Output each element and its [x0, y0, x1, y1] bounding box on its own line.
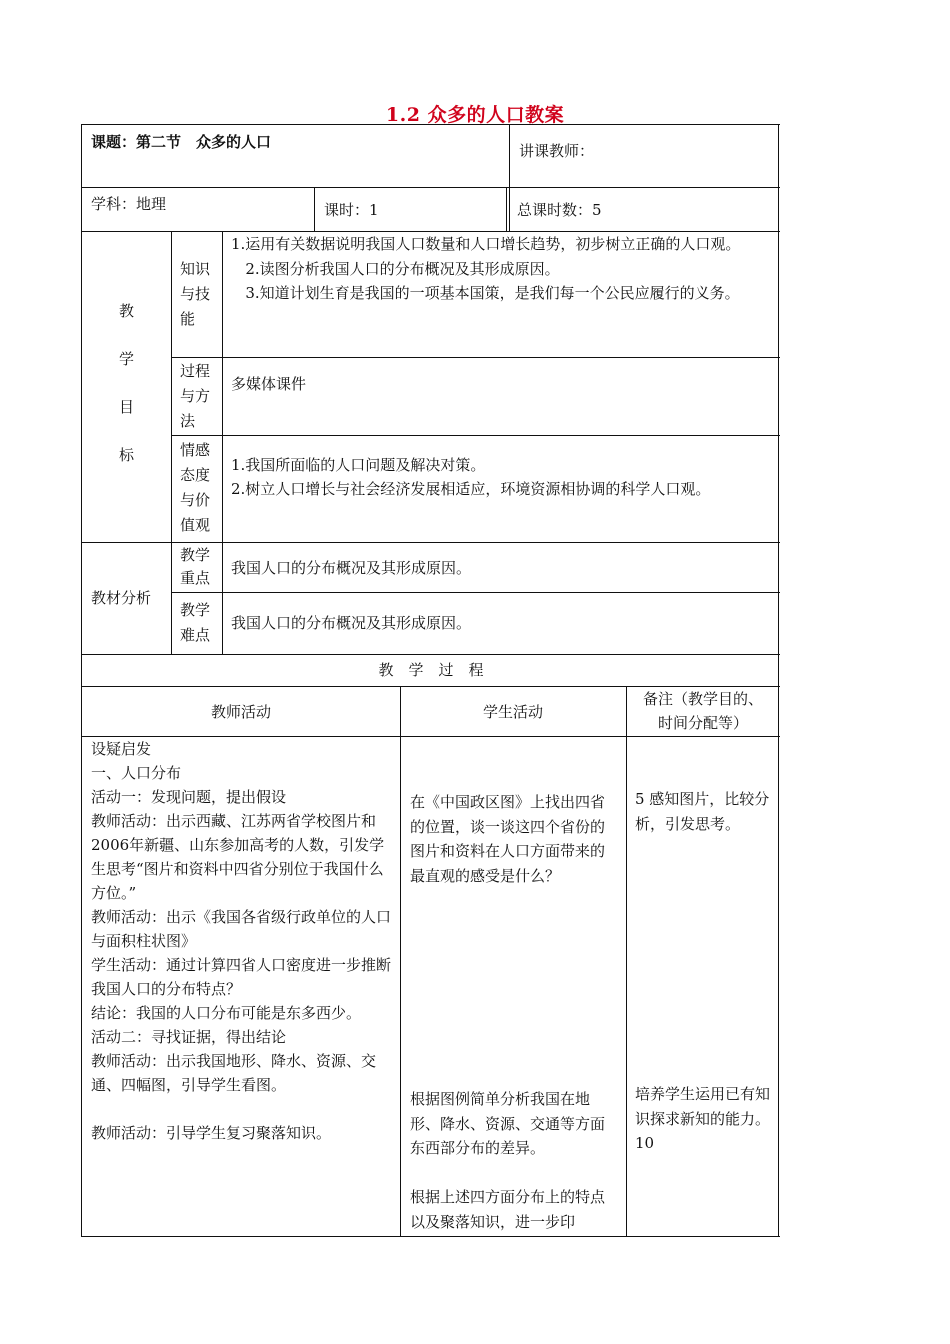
- student-activity-2: 根据图例简单分析我国在地形、降水、资源、交通等方面东西部分布的差异。 根据上述四方面分布上的特点以及聚落知识，进一步印: [410, 1090, 606, 1231]
- rule: [171, 592, 780, 593]
- process-method-text: 多媒体课件: [231, 375, 307, 393]
- topic-label: 课题：第二节 众多的人口: [91, 133, 272, 151]
- emotion-label: 情感 态度 与价 值观: [180, 441, 211, 534]
- rule: [314, 187, 315, 231]
- rule: [82, 124, 780, 125]
- column-header-student: 学生活动: [482, 703, 543, 721]
- knowledge-text: 1.运用有关数据说明我国人口数量和人口增长趋势，初步树立正确的人口观。 2.读图分析我国人口的分布概况及其形成原因。 3.知道计划生育是我国的一项基本国策，是我们每一个公民应履行的义务。: [231, 235, 741, 302]
- document-title: 1.2 众多的人口教案: [385, 104, 565, 126]
- key-point-label: 教学 重点: [180, 546, 211, 587]
- period-label: 课时：1: [324, 201, 379, 219]
- rule: [509, 124, 510, 231]
- rule: [626, 686, 627, 1236]
- objectives-label: 教 学 目 标: [118, 302, 134, 464]
- rule: [171, 357, 780, 358]
- rule: [506, 187, 507, 231]
- teacher-activities: 设疑启发 一、人口分布 活动一：发现问题，提出假设 教师活动：出示西藏、江苏两省学校图片和2006年新疆、山东参加高考的人数，引发学生思考“图片和资料中四省分别位于我国什么方位。” 教师活动：出示《我国各省级行政单位的人口与面积柱状图》 学生活动：通过计算四省人口密度进一步推断我国人口的分布特点？ 结论：我国的人口分布可能是东多西少。 活动二：寻找证据，得出结论 教师活动：出示我国地形、降水、资源、交通、四幅图，引导学生看图。 教师活动：引导学生复习聚落知识。: [91, 740, 392, 1142]
- emotion-text: 1.我国所面临的人口问题及解决对策。 2.树立人口增长与社会经济发展相适应，环境资源相协调的科学人口观。: [231, 456, 711, 498]
- difficult-point-label: 教学 难点: [180, 601, 211, 644]
- rule: [222, 231, 223, 654]
- difficult-point-text: 我国人口的分布概况及其形成原因。: [231, 614, 472, 632]
- column-header-notes: 备注（教学目的、 时间分配等）: [642, 690, 763, 732]
- subject-label: 学科：地理: [91, 195, 167, 213]
- total-periods-label: 总课时数：5: [517, 201, 602, 219]
- rule: [82, 187, 780, 188]
- rule: [82, 654, 780, 655]
- rule: [171, 231, 172, 654]
- student-activity-1: 在《中国政区图》上找出四省的位置，谈一谈这四个省份的图片和资料在人口方面带来的最直观的感受是什么？: [410, 793, 606, 885]
- notes-2: 培养学生运用已有知识探求新知的能力。 10: [635, 1085, 771, 1152]
- lesson-plan-table: [81, 124, 779, 1237]
- column-header-teacher: 教师活动: [210, 703, 271, 721]
- rule: [82, 542, 780, 543]
- key-point-text: 我国人口的分布概况及其形成原因。: [231, 559, 472, 577]
- knowledge-label: 知识 与技 能: [180, 260, 211, 328]
- rule: [82, 1236, 780, 1237]
- rule: [400, 686, 401, 1236]
- teacher-label: 讲课教师：: [519, 142, 595, 160]
- analysis-label: 教材分析: [91, 589, 152, 607]
- process-heading: 教 学 过 程: [378, 661, 484, 679]
- rule: [171, 435, 780, 436]
- process-method-label: 过程 与方 法: [180, 362, 211, 430]
- notes-1: 5 感知图片，比较分析，引发思考。: [635, 790, 770, 833]
